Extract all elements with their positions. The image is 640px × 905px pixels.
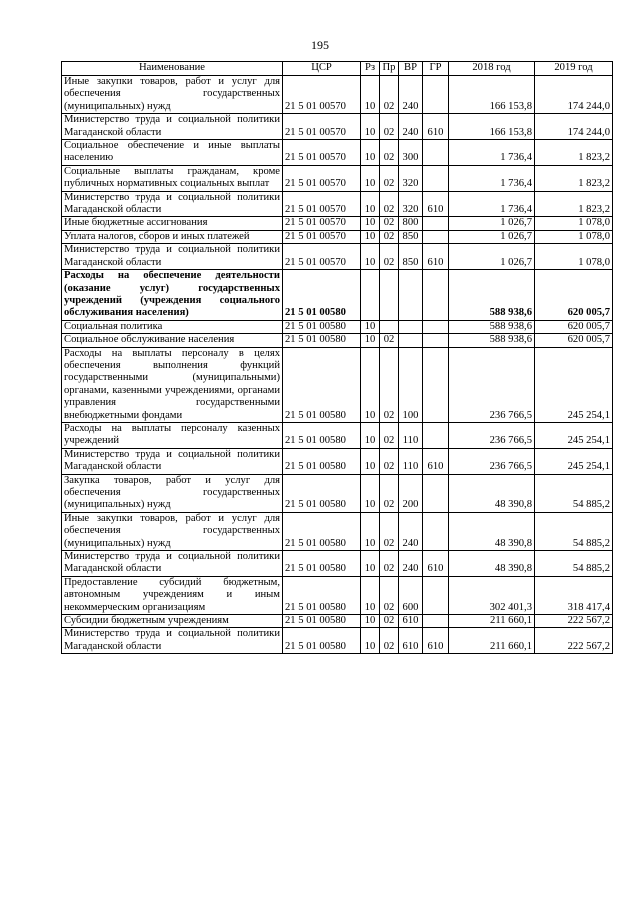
cell-pr: 02	[380, 217, 399, 230]
cell-csr: 21 5 01 00580	[283, 270, 361, 321]
table-header-row	[62, 62, 613, 76]
cell-pr	[380, 270, 399, 321]
cell-name: Субсидии бюджетным учреждениям	[62, 615, 283, 628]
cell-name: Министерство труда и социальной политики Магаданской области	[62, 628, 283, 654]
cell-name: Иные закупки товаров, работ и услуг для обеспечения государственных (муниципальных) нужд	[62, 76, 283, 114]
cell-gr: 610	[423, 191, 449, 217]
cell-2019: 1 078,0	[535, 244, 613, 270]
cell-2018: 48 390,8	[449, 474, 535, 512]
cell-name: Министерство труда и социальной политики Магаданской области	[62, 551, 283, 577]
cell-name: Министерство труда и социальной политики Магаданской области	[62, 448, 283, 474]
cell-2018: 211 660,1	[449, 628, 535, 654]
cell-name: Иные бюджетные ассигнования	[62, 217, 283, 230]
header-pr: Пр	[380, 62, 399, 76]
cell-vr: 320	[399, 191, 423, 217]
cell-name: Социальное обслуживание населения	[62, 334, 283, 347]
cell-vr: 850	[399, 230, 423, 243]
cell-gr: 610	[423, 114, 449, 140]
cell-name: Расходы на обеспечение деятельности (оказание услуг) государственных учреждений (учреждения социального обслуживания населения)	[62, 270, 283, 321]
cell-name: Министерство труда и социальной политики Магаданской области	[62, 114, 283, 140]
cell-pr: 02	[380, 422, 399, 448]
cell-2019: 1 823,2	[535, 140, 613, 166]
table-row	[62, 347, 613, 422]
cell-gr	[423, 422, 449, 448]
cell-gr: 610	[423, 244, 449, 270]
cell-2018: 1 026,7	[449, 217, 535, 230]
cell-vr	[399, 270, 423, 321]
cell-rz: 10	[361, 191, 380, 217]
cell-csr: 21 5 01 00580	[283, 512, 361, 550]
cell-2019: 245 254,1	[535, 347, 613, 422]
cell-gr	[423, 576, 449, 614]
cell-vr	[399, 334, 423, 347]
cell-name: Министерство труда и социальной политики Магаданской области	[62, 191, 283, 217]
cell-pr: 02	[380, 576, 399, 614]
header-csr: ЦСР	[283, 62, 361, 76]
table-row	[62, 551, 613, 577]
cell-name: Социальные выплаты гражданам, кроме публичных нормативных социальных выплат	[62, 165, 283, 191]
cell-rz: 10	[361, 551, 380, 577]
cell-gr	[423, 270, 449, 321]
header-name: Наименование	[62, 62, 283, 76]
cell-csr: 21 5 01 00570	[283, 140, 361, 166]
cell-name: Иные закупки товаров, работ и услуг для обеспечения государственных (муниципальных) нужд	[62, 512, 283, 550]
header-vr: ВР	[399, 62, 423, 76]
table-row	[62, 512, 613, 550]
cell-csr: 21 5 01 00580	[283, 628, 361, 654]
cell-vr: 850	[399, 244, 423, 270]
cell-rz: 10	[361, 422, 380, 448]
cell-2019: 174 244,0	[535, 114, 613, 140]
cell-name: Расходы на выплаты персоналу в целях обеспечения выполнения функций государственными (муниципальными) органами, казенными учреждениями, органами управления государственными внебюджетными фондами	[62, 347, 283, 422]
table-row	[62, 140, 613, 166]
cell-gr	[423, 512, 449, 550]
cell-csr: 21 5 01 00570	[283, 76, 361, 114]
cell-csr: 21 5 01 00580	[283, 576, 361, 614]
table-row	[62, 230, 613, 243]
cell-vr: 240	[399, 512, 423, 550]
cell-vr: 240	[399, 114, 423, 140]
cell-rz: 10	[361, 76, 380, 114]
cell-gr	[423, 230, 449, 243]
cell-csr: 21 5 01 00570	[283, 244, 361, 270]
cell-rz: 10	[361, 140, 380, 166]
cell-2018: 1 736,4	[449, 165, 535, 191]
cell-gr	[423, 76, 449, 114]
cell-gr	[423, 334, 449, 347]
table-row	[62, 76, 613, 114]
cell-2018: 236 766,5	[449, 448, 535, 474]
table-row	[62, 191, 613, 217]
table-row	[62, 217, 613, 230]
cell-csr: 21 5 01 00580	[283, 448, 361, 474]
table-row	[62, 165, 613, 191]
cell-vr: 240	[399, 76, 423, 114]
cell-gr: 610	[423, 628, 449, 654]
cell-2019: 318 417,4	[535, 576, 613, 614]
cell-csr: 21 5 01 00570	[283, 191, 361, 217]
cell-csr: 21 5 01 00570	[283, 114, 361, 140]
cell-vr	[399, 320, 423, 333]
cell-gr	[423, 474, 449, 512]
header-rz: Рз	[361, 62, 380, 76]
table-row	[62, 244, 613, 270]
cell-rz: 10	[361, 334, 380, 347]
cell-name: Социальная политика	[62, 320, 283, 333]
cell-gr	[423, 320, 449, 333]
cell-2018: 588 938,6	[449, 320, 535, 333]
cell-gr: 610	[423, 551, 449, 577]
cell-2018: 211 660,1	[449, 615, 535, 628]
cell-name: Закупка товаров, работ и услуг для обеспечения государственных (муниципальных) нужд	[62, 474, 283, 512]
cell-2018: 236 766,5	[449, 422, 535, 448]
table-row	[62, 474, 613, 512]
cell-pr: 02	[380, 615, 399, 628]
cell-pr: 02	[380, 512, 399, 550]
cell-2019: 620 005,7	[535, 270, 613, 321]
cell-2019: 1 823,2	[535, 191, 613, 217]
cell-gr	[423, 165, 449, 191]
cell-2018: 166 153,8	[449, 76, 535, 114]
cell-pr: 02	[380, 347, 399, 422]
cell-rz: 10	[361, 114, 380, 140]
table-row	[62, 448, 613, 474]
cell-pr: 02	[380, 474, 399, 512]
cell-csr: 21 5 01 00580	[283, 422, 361, 448]
cell-gr	[423, 217, 449, 230]
cell-2018: 1 026,7	[449, 230, 535, 243]
table-row	[62, 422, 613, 448]
cell-name: Министерство труда и социальной политики Магаданской области	[62, 244, 283, 270]
cell-gr	[423, 347, 449, 422]
cell-2019: 54 885,2	[535, 474, 613, 512]
cell-vr: 240	[399, 551, 423, 577]
cell-2018: 1 736,4	[449, 140, 535, 166]
cell-rz: 10	[361, 230, 380, 243]
cell-csr: 21 5 01 00570	[283, 217, 361, 230]
cell-2019: 245 254,1	[535, 448, 613, 474]
cell-gr	[423, 140, 449, 166]
header-2018: 2018 год	[449, 62, 535, 76]
table-row	[62, 320, 613, 333]
cell-2018: 302 401,3	[449, 576, 535, 614]
cell-csr: 21 5 01 00580	[283, 551, 361, 577]
table-row	[62, 270, 613, 321]
table-row	[62, 628, 613, 654]
header-2019: 2019 год	[535, 62, 613, 76]
cell-2019: 174 244,0	[535, 76, 613, 114]
cell-pr: 02	[380, 114, 399, 140]
cell-csr: 21 5 01 00580	[283, 334, 361, 347]
cell-rz: 10	[361, 615, 380, 628]
table-row	[62, 576, 613, 614]
cell-pr: 02	[380, 76, 399, 114]
cell-vr: 600	[399, 576, 423, 614]
cell-2018: 48 390,8	[449, 512, 535, 550]
cell-pr: 02	[380, 244, 399, 270]
page-number: 195	[311, 38, 329, 52]
cell-2019: 620 005,7	[535, 334, 613, 347]
cell-rz: 10	[361, 347, 380, 422]
cell-rz: 10	[361, 244, 380, 270]
cell-rz: 10	[361, 217, 380, 230]
cell-gr	[423, 615, 449, 628]
cell-rz: 10	[361, 320, 380, 333]
cell-pr: 02	[380, 191, 399, 217]
cell-name: Расходы на выплаты персоналу казенных учреждений	[62, 422, 283, 448]
cell-csr: 21 5 01 00570	[283, 165, 361, 191]
cell-2019: 222 567,2	[535, 615, 613, 628]
cell-rz: 10	[361, 474, 380, 512]
header-gr: ГР	[423, 62, 449, 76]
cell-2019: 54 885,2	[535, 551, 613, 577]
cell-pr: 02	[380, 140, 399, 166]
cell-name: Социальное обеспечение и иные выплаты населению	[62, 140, 283, 166]
cell-2019: 222 567,2	[535, 628, 613, 654]
cell-gr: 610	[423, 448, 449, 474]
cell-2019: 1 823,2	[535, 165, 613, 191]
cell-pr	[380, 320, 399, 333]
cell-vr: 610	[399, 628, 423, 654]
cell-2018: 1 736,4	[449, 191, 535, 217]
cell-name: Предоставление субсидий бюджетным, автономным учреждениям и иным некоммерческим организациям	[62, 576, 283, 614]
cell-vr: 200	[399, 474, 423, 512]
cell-pr: 02	[380, 334, 399, 347]
cell-vr: 800	[399, 217, 423, 230]
cell-2018: 1 026,7	[449, 244, 535, 270]
cell-vr: 100	[399, 347, 423, 422]
table-row	[62, 615, 613, 628]
cell-csr: 21 5 01 00580	[283, 320, 361, 333]
cell-vr: 320	[399, 165, 423, 191]
cell-pr: 02	[380, 628, 399, 654]
table-row	[62, 334, 613, 347]
cell-rz: 10	[361, 576, 380, 614]
cell-2018: 588 938,6	[449, 270, 535, 321]
cell-2019: 1 078,0	[535, 230, 613, 243]
budget-table	[61, 61, 613, 654]
cell-2019: 245 254,1	[535, 422, 613, 448]
cell-2018: 236 766,5	[449, 347, 535, 422]
cell-vr: 300	[399, 140, 423, 166]
cell-rz	[361, 270, 380, 321]
cell-csr: 21 5 01 00580	[283, 347, 361, 422]
cell-vr: 110	[399, 422, 423, 448]
cell-pr: 02	[380, 551, 399, 577]
cell-rz: 10	[361, 512, 380, 550]
cell-2019: 1 078,0	[535, 217, 613, 230]
cell-2019: 54 885,2	[535, 512, 613, 550]
cell-rz: 10	[361, 165, 380, 191]
cell-name: Уплата налогов, сборов и иных платежей	[62, 230, 283, 243]
cell-vr: 610	[399, 615, 423, 628]
cell-vr: 110	[399, 448, 423, 474]
cell-csr: 21 5 01 00570	[283, 230, 361, 243]
cell-rz: 10	[361, 628, 380, 654]
cell-csr: 21 5 01 00580	[283, 474, 361, 512]
cell-csr: 21 5 01 00580	[283, 615, 361, 628]
table-row	[62, 114, 613, 140]
cell-2019: 620 005,7	[535, 320, 613, 333]
cell-2018: 48 390,8	[449, 551, 535, 577]
cell-pr: 02	[380, 165, 399, 191]
cell-pr: 02	[380, 448, 399, 474]
cell-rz: 10	[361, 448, 380, 474]
cell-2018: 166 153,8	[449, 114, 535, 140]
cell-pr: 02	[380, 230, 399, 243]
cell-2018: 588 938,6	[449, 334, 535, 347]
